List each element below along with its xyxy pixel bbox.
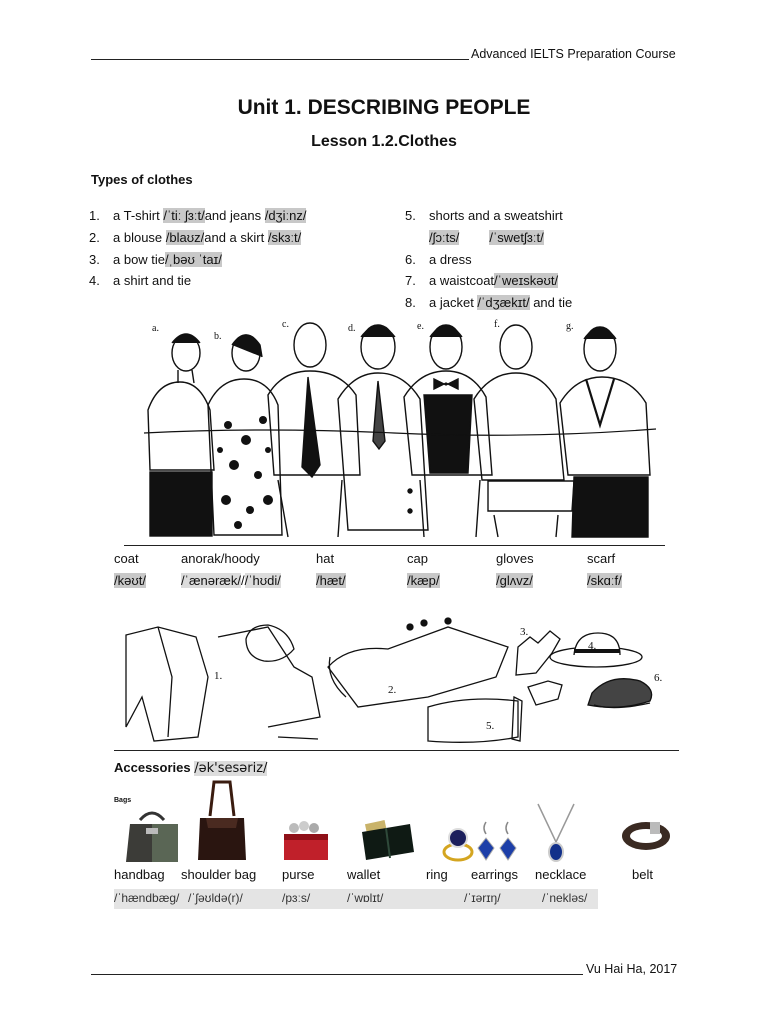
- vocab-gloves: gloves: [496, 551, 534, 566]
- item-number-1: 1.: [214, 670, 223, 682]
- figure-baseline: [124, 545, 665, 546]
- list-item: 1. a T-shirt /ˈtiː ʃɜːt/and jeans /dʒiːnz/: [89, 208, 307, 223]
- ipa-gloves: /glʌvz/: [496, 573, 533, 588]
- handbag-icon: [124, 806, 180, 864]
- items-baseline: [114, 750, 679, 751]
- header-underline: [91, 47, 469, 60]
- vocab-hat: hat: [316, 551, 335, 566]
- ipa-necklace: /ˈnekləs/: [542, 891, 588, 905]
- necklace-icon: [534, 802, 578, 866]
- figure-letter-a: a.: [152, 323, 159, 334]
- belt-icon: [620, 814, 672, 854]
- ipa-coat: /kəʊt/: [114, 573, 146, 588]
- vocab-scarf: scarf: [587, 551, 616, 566]
- item-number-4: 4.: [588, 640, 597, 652]
- acc-earrings: earrings: [471, 867, 518, 882]
- header-course: Advanced IELTS Preparation Course: [471, 47, 676, 61]
- figure-letter-b: b.: [214, 331, 222, 342]
- figure-e: [404, 325, 492, 537]
- footer-author: Vu Hai Ha, 2017: [586, 962, 678, 976]
- item-number-5: 5.: [486, 720, 495, 732]
- acc-wallet: wallet: [347, 867, 381, 882]
- acc-handbag: handbag: [114, 867, 165, 882]
- purse-icon: [282, 820, 330, 862]
- ipa-handbag: /ˈhændbæg/: [114, 891, 180, 905]
- ipa-shoulder: /ˈʃəʊldə(r)/: [188, 891, 243, 905]
- list-item: 6. a dress: [405, 251, 472, 267]
- ipa-wallet: /ˈwɒlɪt/: [347, 891, 384, 905]
- ipa-anorak: /ˈænəræk///ˈhʊdi/: [181, 573, 281, 588]
- list-item: 3. a bow tie/ˌbəʊ ˈtaɪ/: [89, 251, 222, 267]
- acc-shoulder-bag: shoulder bag: [181, 867, 257, 882]
- lesson-title: Lesson 1.2.Clothes: [311, 133, 457, 150]
- figure-d: [338, 325, 428, 530]
- list-item: /ʃɔːts/ /ˈswetʃɜːt/: [429, 229, 544, 245]
- ipa-purse: /pɜːs/: [282, 891, 311, 905]
- people-illustration: [128, 315, 664, 541]
- figure-letter-g: g.: [566, 321, 574, 332]
- ring-icon: [440, 824, 476, 864]
- acc-purse: purse: [282, 867, 315, 882]
- figure-a: [148, 334, 214, 536]
- shoulder-bag-icon: [196, 778, 248, 864]
- ipa-earring: /ˈɪərɪŋ/: [464, 891, 501, 905]
- bags-label: Bags: [114, 797, 132, 804]
- ipa-scarf: /skɑːf/: [587, 573, 622, 588]
- vocab-coat: coat: [114, 551, 139, 566]
- acc-ring: ring: [426, 867, 448, 882]
- item-number-6: 6.: [654, 672, 663, 684]
- section-heading: Types of clothes: [91, 172, 193, 187]
- item-number-3: 3.: [520, 626, 529, 638]
- clothes-list-right: [405, 205, 572, 314]
- figure-letter-d: d.: [348, 323, 356, 334]
- unit-title: Unit 1. DESCRIBING PEOPLE: [237, 96, 531, 119]
- ipa-hat: /hæt/: [316, 573, 346, 588]
- vocab-cap: cap: [407, 551, 428, 566]
- acc-necklace: necklace: [535, 867, 587, 882]
- figure-letter-c: c.: [282, 319, 289, 330]
- item-number-2: 2.: [388, 684, 397, 696]
- figure-letter-f: f.: [494, 319, 500, 330]
- list-item: 4. a shirt and tie: [89, 273, 192, 289]
- list-item: 8. a jacket /ˈdʒækɪt/ and tie: [405, 295, 573, 311]
- ipa-cap: /kæp/: [407, 573, 440, 588]
- accessories-heading: Accessories /ək'sesəriz/: [114, 760, 268, 776]
- list-item: 5. shorts and a sweatshirt: [405, 208, 563, 223]
- figure-letter-e: e.: [417, 321, 424, 332]
- wallet-icon: [360, 818, 416, 864]
- footer-underline: [91, 962, 583, 975]
- clothes-list-left: [89, 205, 306, 292]
- clothing-items-illustration: [118, 617, 674, 747]
- earrings-icon: [474, 820, 522, 866]
- list-item: 2. a blouse /blaʊz/and a skirt /skɜːt/: [89, 229, 302, 245]
- vocab-anorak: anorak/hoody: [181, 551, 260, 566]
- list-item: 7. a waistcoat/ˈweɪskəʊt/: [405, 273, 559, 289]
- acc-belt: belt: [632, 867, 653, 882]
